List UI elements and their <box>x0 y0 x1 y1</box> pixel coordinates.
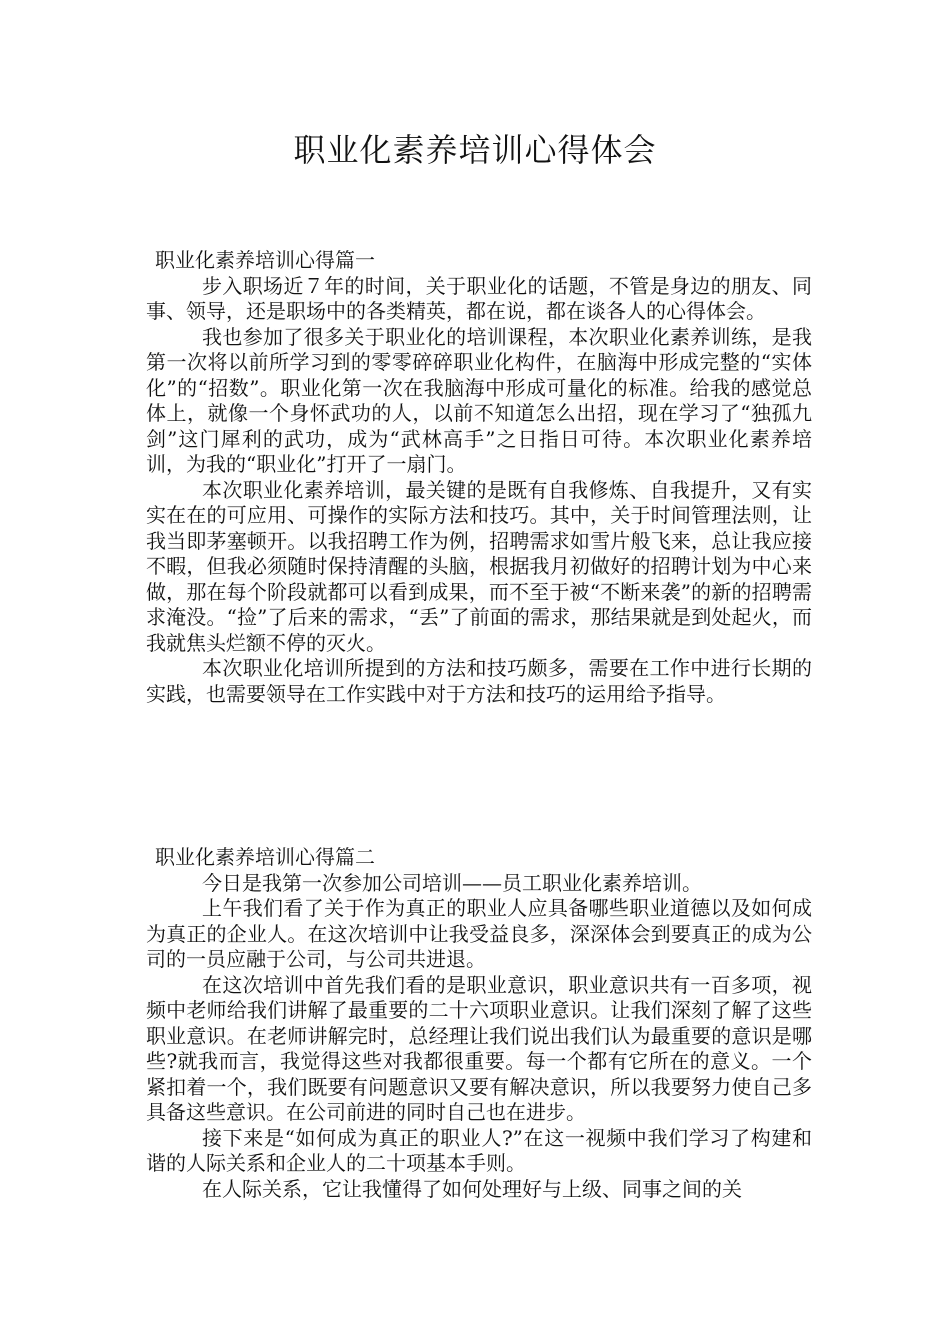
paragraph: 上午我们看了关于作为真正的职业人应具备哪些职业道德以及如何成为真正的企业人。在这次培训中让我受益良多，深深体会到要真正的成为公司的一员应融于公司，与公司共进退。 <box>146 896 812 971</box>
section-part-one <box>146 248 812 707</box>
document-title: 职业化素养培训心得体会 <box>293 131 657 169</box>
paragraph: 步入职场近７年的时间，关于职业化的话题，不管是身边的朋友、同事、领导，还是职场中的各类精英，都在说，都在谈各人的心得体会。 <box>146 273 812 323</box>
paragraph: 本次职业化培训所提到的方法和技巧颇多，需要在工作中进行长期的实践，也需要领导在工作实践中对于方法和技巧的运用给予指导。 <box>146 656 812 706</box>
paragraph: 今日是我第一次参加公司培训——员工职业化素养培训。 <box>202 870 702 895</box>
paragraph: 本次职业化素养培训，最关键的是既有自我修炼、自我提升，又有实实在在的可应用、可操作的实际方法和技巧。其中，关于时间管理法则，让我当即茅塞顿开。以我招聘工作为例，招聘需求如雪片般飞来，总让我应接不暇，但我必须随时保持清醒的头脑，根据我月初做好的招聘计划为中心来做，那在每个阶段就都可以看到成果，而不至于被“不断来袭”的新的招聘需求淹没。“捡”了后来的需求，“丢”了前面的需求，那结果就是到处起火，而我就焦头烂额不停的灭火。 <box>146 477 812 655</box>
section-heading: 职业化素养培训心得篇一 <box>155 248 375 272</box>
paragraph: 接下来是“如何成为真正的职业人?”在这一视频中我们学习了构建和谐的人际关系和企业人的二十项基本手则。 <box>146 1125 812 1175</box>
paragraph: 我也参加了很多关于职业化的培训课程，本次职业化素养训练，是我第一次将以前所学习到的零零碎碎职业化构件，在脑海中形成完整的“实体化”的“招数”。职业化第一次在我脑海中形成可量化的标准。给我的感觉总体上，就像一个身怀武功的人，以前不知道怎么出招，现在学习了“独孤九剑”这门犀利的武功，成为“武林高手”之日指日可待。本次职业化素养培训，为我的“职业化”打开了一扇门。 <box>146 324 812 476</box>
paragraph: 在这次培训中首先我们看的是职业意识，职业意识共有一百多项，视频中老师给我们讲解了最重要的二十六项职业意识。让我们深刻了解了这些职业意识。在老师讲解完时，总经理让我们说出我们认为最重要的意识是哪些?就我而言，我觉得这些对我都很重要。每一个都有它所在的意义。一个紧扣着一个，我们既要有问题意识又要有解决意识，所以我要努力使自己多具备这些意识。在公司前进的同时自己也在进步。 <box>146 972 812 1124</box>
section-heading: 职业化素养培训心得篇二 <box>155 845 375 869</box>
paragraph: 在人际关系，它让我懂得了如何处理好与上级、同事之间的关 <box>202 1176 742 1201</box>
section-part-two <box>146 845 812 1202</box>
